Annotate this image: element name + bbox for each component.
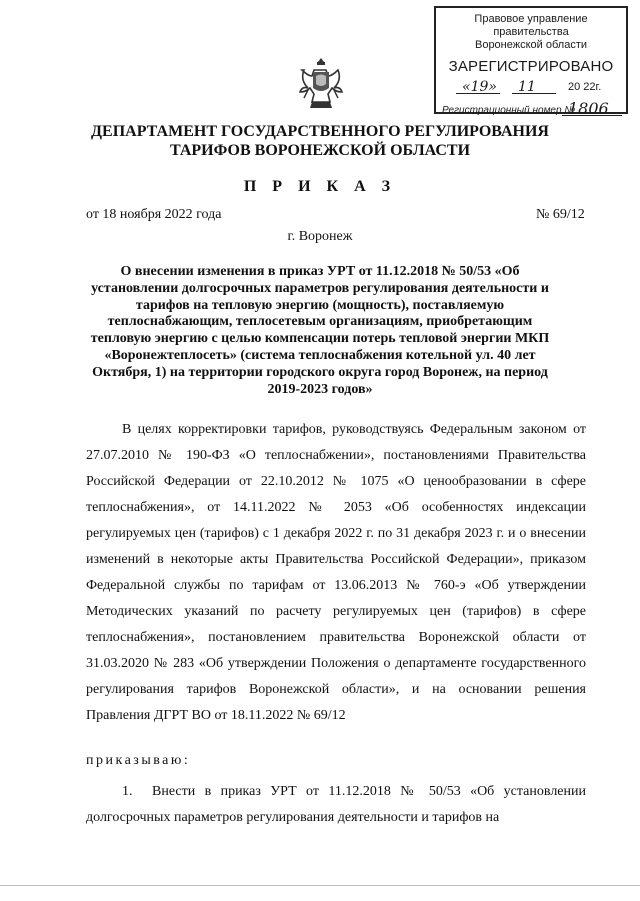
stamp-day: «19» [462,79,497,95]
stamp-month-underline [512,93,556,94]
document-city: г. Воронеж [287,229,353,244]
order-item-1-number: 1. [122,784,133,799]
page-edge-line [0,885,640,886]
stamp-day-underline [456,93,500,94]
stamp-authority-line2: Воронежской области [474,39,587,51]
department-header [60,122,580,160]
order-item-1-text: Внести в приказ УРТ от 11.12.2018 № 50/53 «Об установлении долгосрочных параметров регулирования деятельности и тарифов на [86,784,586,825]
stamp-year: 20 22г. [568,81,602,93]
stamp-reg-label: Регистрационный номер № [442,105,576,116]
document-number: № 69/12 [536,207,585,222]
stamp-authority-line1: Правовое управление правительства [474,13,588,38]
order-item-1 [86,779,586,831]
registration-stamp [434,6,628,118]
stamp-month: 11 [518,79,536,95]
coat-of-arms-icon [298,54,344,110]
stamp-date-row [436,79,626,99]
department-header-line2: ТАРИФОВ ВОРОНЕЖСКОЙ ОБЛАСТИ [169,142,471,159]
department-header-line1: ДЕПАРТАМЕНТ ГОСУДАРСТВЕННОГО РЕГУЛИРОВАНИЯ [91,123,549,140]
orders-word: приказываю: [86,753,191,768]
stamp-reg-number: 1806 [568,99,609,118]
stamp-number-row [436,101,626,119]
stamp-registered-text: ЗАРЕГИСТРИРОВАНО [448,58,614,75]
document-subject: О внесении изменения в приказ УРТ от 11.12.2018 № 50/53 «Об установлении долгосрочных параметров регулирования деятельности и тарифов на тепловую энергию (мощность), поставляемую теплоснабжающим, теплосетевым организациям, приобретающим тепловую энергию с целью компенсации потерь тепловой энергии МКП «Воронежтеплосеть» (система теплоснабжения котельной ул. 40 лет Октября, 1) на территории городского округа город Воронеж, на период 2019-2023 годов» [90,264,550,397]
document-date: от 18 ноября 2022 года [86,207,222,222]
preamble-paragraph: В целях корректировки тарифов, руководствуясь Федеральным законом от 27.07.2010 № 190-ФЗ «О теплоснабжении», постановлениями Правительства Российской Федерации от 22.10.2012 № 1075 «О ценообразовании в сфере теплоснабжения», от 14.11.2022 № 2053 «Об особенностях индексации регулируемых цен (тарифов) с 1 декабря 2022 г. по 31 декабря 2023 г. и о внесении изменений в некоторые акты Правительства Российской Федерации», приказом Федеральной службы по тарифам от 13.06.2013 № 760-э «Об утверждении Методических указаний по расчету регулируемых цен (тарифов) в сфере теплоснабжения», постановлением правительства Воронежской области от 31.03.2020 № 283 «Об утверждении Положения о департаменте государственного регулирования тарифов Воронежской области», и на основании решения Правления ДГРТ ВО от 18.11.2022 № 69/12 [86,422,586,723]
document-title: П Р И К А З [243,178,397,195]
stamp-number-underline [562,115,622,116]
